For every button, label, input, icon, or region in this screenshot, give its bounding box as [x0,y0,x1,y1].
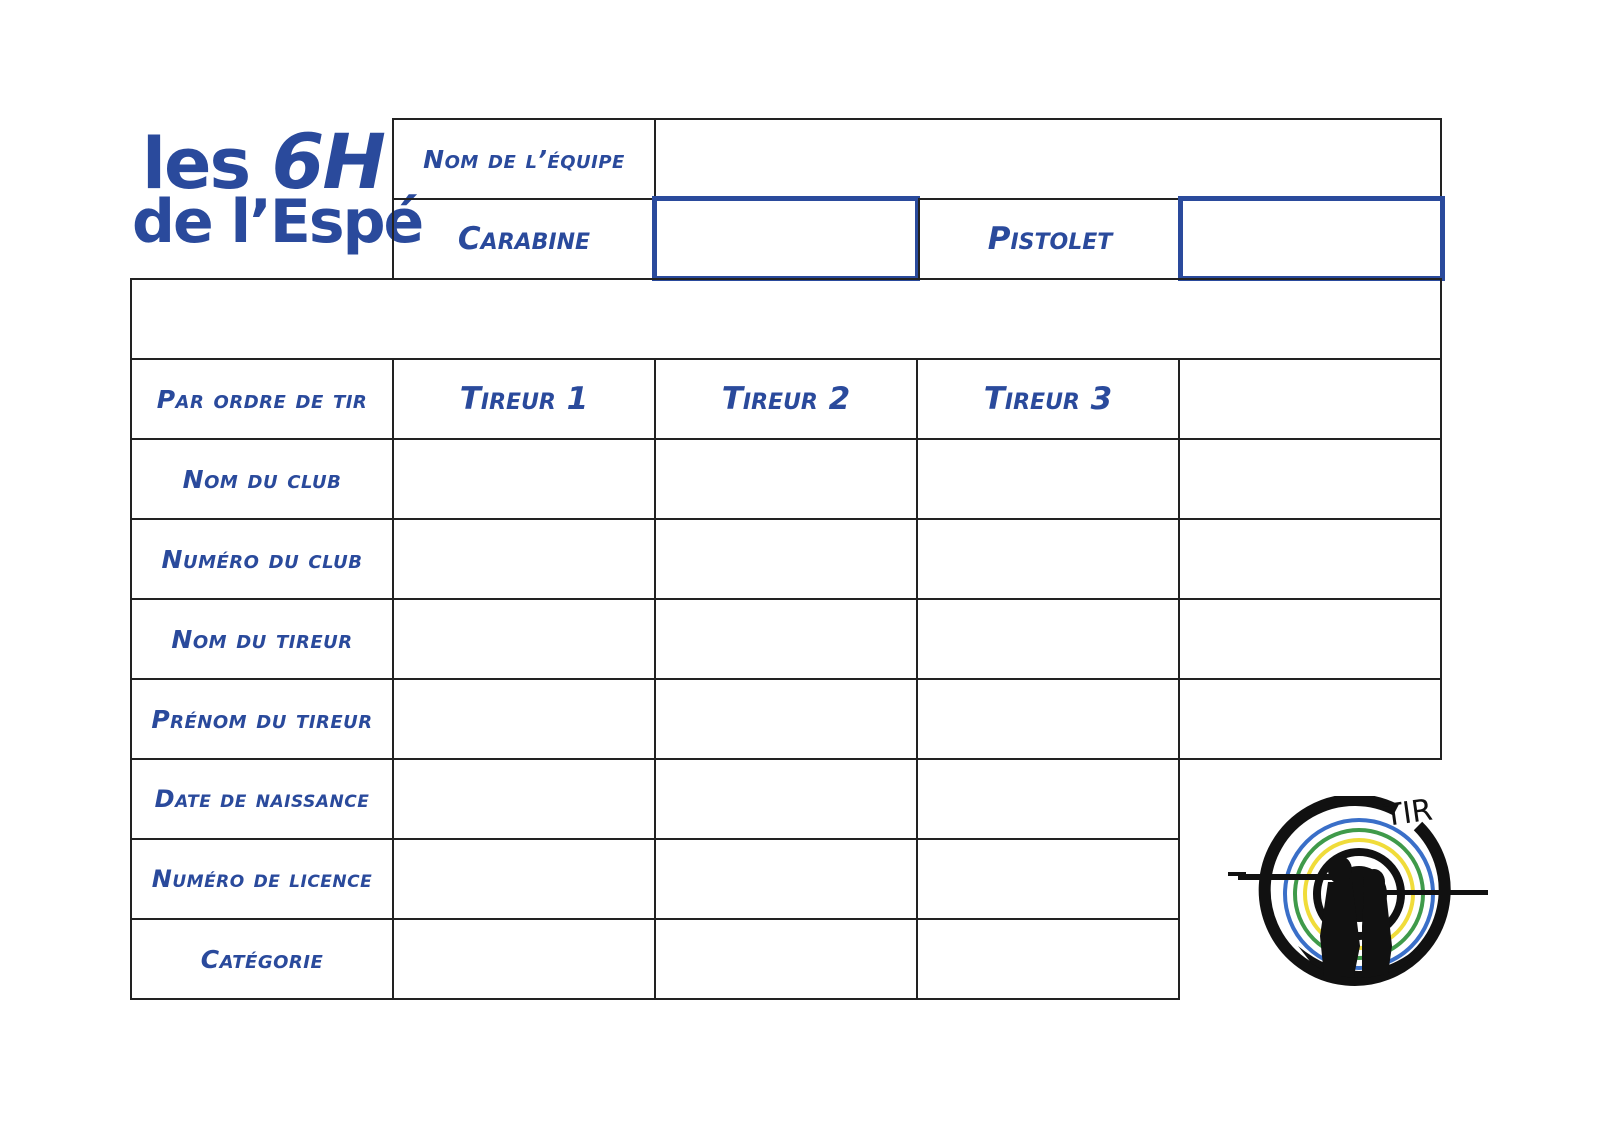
pistolet-field[interactable] [1178,196,1445,281]
team-name-label: Nom de l’équipe [392,118,656,200]
shooting-target-emblem-icon [1228,796,1490,996]
logo-6h: 6H [271,117,385,206]
entry-cell[interactable] [1178,518,1442,600]
column-header-tireur-2: Tireur 2 [654,358,918,440]
column-header-extra [1178,358,1442,440]
order-label: Par ordre de tir [130,358,394,440]
banner-row[interactable] [130,278,1442,360]
entry-cell[interactable] [1178,598,1442,680]
row-label-date-de-naissance: Date de naissance [130,758,394,840]
entry-cell[interactable] [916,838,1180,920]
entry-cell[interactable] [916,758,1180,840]
row-label-categorie: Catégorie [130,918,394,1000]
emblem-text: TIR [1382,796,1435,834]
row-label-prenom-du-tireur: Prénom du tireur [130,678,394,760]
carabine-label: Carabine [392,198,656,280]
entry-cell[interactable] [654,438,918,520]
entry-cell[interactable] [392,438,656,520]
entry-cell[interactable] [1178,438,1442,520]
carabine-field[interactable] [652,196,920,281]
event-logo [132,117,423,268]
entry-cell[interactable] [1178,678,1442,760]
entry-cell[interactable] [916,438,1180,520]
entry-cell[interactable] [916,518,1180,600]
entry-cell[interactable] [392,678,656,760]
row-label-nom-du-tireur: Nom du tireur [130,598,394,680]
entry-cell[interactable] [654,598,918,680]
column-header-tireur-1: Tireur 1 [392,358,656,440]
entry-cell[interactable] [916,918,1180,1000]
entry-cell[interactable] [654,918,918,1000]
entry-cell[interactable] [392,518,656,600]
team-name-field[interactable] [654,118,1442,200]
entry-cell[interactable] [654,518,918,600]
logo-les: les [142,123,272,205]
entry-cell[interactable] [392,758,656,840]
column-header-tireur-3: Tireur 3 [916,358,1180,440]
entry-cell[interactable] [654,678,918,760]
row-label-numero-de-licence: Numéro de licence [130,838,394,920]
row-label-nom-du-club: Nom du club [130,438,394,520]
entry-cell[interactable] [916,598,1180,680]
entry-cell[interactable] [654,758,918,840]
entry-cell[interactable] [392,598,656,680]
entry-cell[interactable] [916,678,1180,760]
entry-cell[interactable] [392,918,656,1000]
entry-cell[interactable] [654,838,918,920]
row-label-numero-du-club: Numéro du club [130,518,394,600]
logo-de-lespe: de l’Espé [132,187,423,257]
entry-cell[interactable] [392,838,656,920]
pistolet-label: Pistolet [918,198,1182,280]
